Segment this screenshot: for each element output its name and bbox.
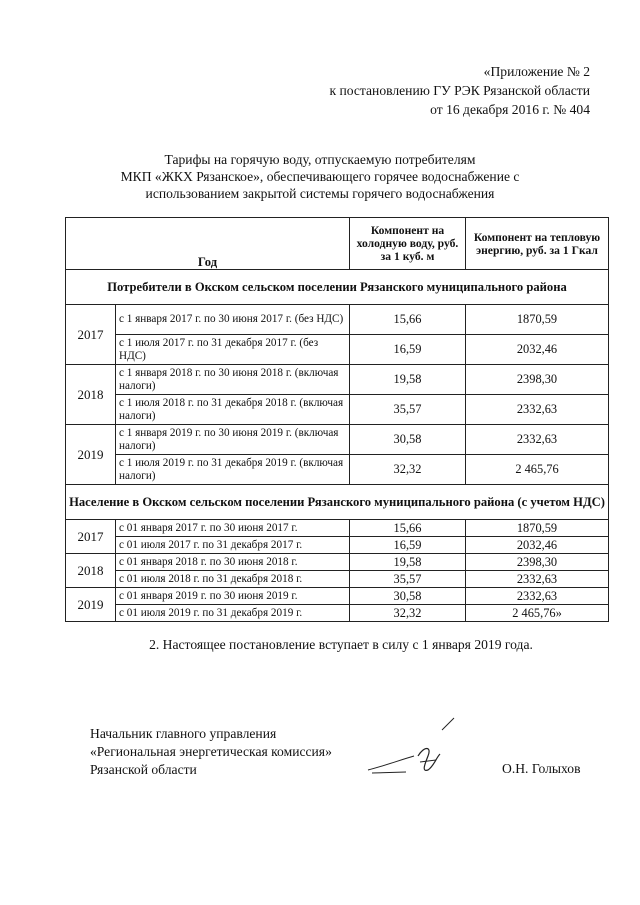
- table-row: [66, 554, 609, 571]
- header-cold-water: Компонент на холодную воду, руб. за 1 куб. м: [350, 218, 466, 270]
- section-2-row: [66, 485, 609, 520]
- table-row: [66, 305, 609, 335]
- table-row: [66, 588, 609, 605]
- signer-title-1: Начальник главного управления: [90, 726, 277, 741]
- cold-water-cell: 35,57: [350, 571, 466, 588]
- table-header-row: [66, 218, 609, 270]
- header-year: Год: [66, 218, 350, 270]
- section-2-title: Население в Окском сельском поселении Рязанского муниципального района (с учетом НДС): [66, 485, 609, 520]
- title-line-1: Тарифы на горячую воду, отпускаемую потребителям: [164, 152, 476, 167]
- heat-cell: 2 465,76»: [466, 605, 609, 622]
- cold-water-cell: 30,58: [350, 588, 466, 605]
- period-cell: с 01 января 2019 г. по 30 июня 2019 г.: [116, 588, 350, 605]
- cold-water-cell: 30,58: [350, 425, 466, 455]
- heat-cell: 2398,30: [466, 554, 609, 571]
- period-cell: с 1 января 2018 г. по 30 июня 2018 г. (включая налоги): [116, 365, 350, 395]
- heat-cell: 2398,30: [466, 365, 609, 395]
- table-row: [66, 425, 609, 455]
- appendix-line-3: от 16 декабря 2016 г. № 404: [430, 102, 590, 117]
- tariffs-table: [65, 217, 609, 622]
- cold-water-cell: 32,32: [350, 455, 466, 485]
- document-title: [60, 151, 580, 202]
- heat-cell: 2 465,76: [466, 455, 609, 485]
- cold-water-cell: 15,66: [350, 305, 466, 335]
- table-row: [66, 395, 609, 425]
- year-cell: 2019: [66, 588, 116, 622]
- cold-water-cell: 35,57: [350, 395, 466, 425]
- signer-title-3: Рязанской области: [90, 762, 197, 777]
- period-cell: с 01 июля 2018 г. по 31 декабря 2018 г.: [116, 571, 350, 588]
- cold-water-cell: 19,58: [350, 365, 466, 395]
- year-cell: 2017: [66, 520, 116, 554]
- period-cell: с 01 июля 2019 г. по 31 декабря 2019 г.: [116, 605, 350, 622]
- cold-water-cell: 32,32: [350, 605, 466, 622]
- appendix-line-2: к постановлению ГУ РЭК Рязанской области: [329, 83, 590, 98]
- heat-cell: 2332,63: [466, 425, 609, 455]
- title-line-2: МКП «ЖКХ Рязанское», обеспечивающего горячее водоснабжение с: [120, 169, 520, 184]
- table-row: [66, 571, 609, 588]
- heat-cell: 1870,59: [466, 520, 609, 537]
- table-row: [66, 605, 609, 622]
- handwritten-signature: [366, 716, 466, 778]
- header-heat: Компонент на тепловую энергию, руб. за 1 Гкал: [466, 218, 609, 270]
- cold-water-cell: 16,59: [350, 335, 466, 365]
- table-row: [66, 365, 609, 395]
- effective-date-clause: 2. Настоящее постановление вступает в силу с 1 января 2019 года.: [149, 637, 533, 652]
- year-cell: 2018: [66, 365, 116, 425]
- signer-title-2: «Региональная энергетическая комиссия»: [90, 744, 332, 759]
- cold-water-cell: 16,59: [350, 537, 466, 554]
- table-row: [66, 335, 609, 365]
- period-cell: с 01 января 2017 г. по 30 июня 2017 г.: [116, 520, 350, 537]
- heat-cell: 2032,46: [466, 335, 609, 365]
- signer-name: О.Н. Голыхов: [502, 761, 581, 776]
- period-cell: с 01 июля 2017 г. по 31 декабря 2017 г.: [116, 537, 350, 554]
- appendix-line-1: «Приложение № 2: [483, 64, 590, 79]
- cold-water-cell: 15,66: [350, 520, 466, 537]
- period-cell: с 01 января 2018 г. по 30 июня 2018 г.: [116, 554, 350, 571]
- heat-cell: 1870,59: [466, 305, 609, 335]
- heat-cell: 2332,63: [466, 571, 609, 588]
- heat-cell: 2332,63: [466, 588, 609, 605]
- year-cell: 2018: [66, 554, 116, 588]
- table-row: [66, 520, 609, 537]
- cold-water-cell: 19,58: [350, 554, 466, 571]
- period-cell: с 1 июля 2019 г. по 31 декабря 2019 г. (включая налоги): [116, 455, 350, 485]
- title-line-3: использованием закрытой системы горячего водоснабжения: [145, 186, 495, 201]
- table-row: [66, 537, 609, 554]
- heat-cell: 2332,63: [466, 395, 609, 425]
- period-cell: с 1 июля 2018 г. по 31 декабря 2018 г. (включая налоги): [116, 395, 350, 425]
- year-cell: 2019: [66, 425, 116, 485]
- signer-block: [90, 725, 332, 779]
- section-1-title: Потребители в Окском сельском поселении Рязанского муниципального района: [66, 270, 609, 305]
- appendix-header: [329, 62, 590, 119]
- period-cell: с 1 июля 2017 г. по 31 декабря 2017 г. (без НДС): [116, 335, 350, 365]
- year-cell: 2017: [66, 305, 116, 365]
- period-cell: с 1 января 2019 г. по 30 июня 2019 г. (включая налоги): [116, 425, 350, 455]
- heat-cell: 2032,46: [466, 537, 609, 554]
- period-cell: с 1 января 2017 г. по 30 июня 2017 г. (без НДС): [116, 305, 350, 335]
- section-1-row: [66, 270, 609, 305]
- table-row: [66, 455, 609, 485]
